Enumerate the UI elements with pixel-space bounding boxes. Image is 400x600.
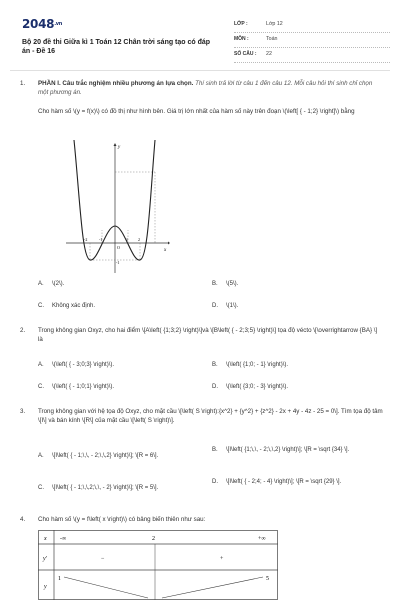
table-y-label: y <box>44 584 47 590</box>
header-divider <box>10 70 390 71</box>
option-text: \[I\left( {1;\,\, - 2;\,\,2} \right)\]; \[R = \sqrt {34} \]. <box>226 447 350 453</box>
option-c[interactable] <box>38 383 114 392</box>
question-stem: Trong không gian Oxyz, cho hai điểm \[A\left( {1;3;2} \right)\]và \[B\left( { - 2;3;5} \right)\] tọa độ vécto \[\overrightarrow {BA} \] là <box>38 327 378 343</box>
tick-label: -1 <box>99 237 103 242</box>
option-c[interactable] <box>38 484 208 493</box>
option-b[interactable] <box>212 280 238 289</box>
document-title: Bộ 20 đề thi Giữa kì 1 Toán 12 Chân trời sáng tạo có đáp án - Đề 16 <box>22 39 211 56</box>
x-axis-arrow <box>168 242 170 245</box>
option-letter: B. <box>212 447 218 453</box>
origin-label: O <box>117 245 120 250</box>
site-logo[interactable] <box>22 16 62 33</box>
option-text: Không xác định. <box>52 303 96 309</box>
option-letter: B. <box>212 362 218 368</box>
meta-row-subject <box>234 33 390 48</box>
y-axis-arrow <box>114 143 117 146</box>
meta-value: Toán <box>266 36 278 43</box>
question-stem: Cho hàm số \(y = f(x)\) có đồ thị như hình bên. Giá trị lớn nhất của hàm số này trên đoạn \(\left[ { - 1;2} \right]\) bằng <box>38 108 355 115</box>
question-number: 4. <box>20 516 26 523</box>
logo-text: 2048 <box>22 17 55 31</box>
question-2 <box>20 327 385 397</box>
option-text: \[I\left( { - 1;\,\,2;\,\, - 2} \right)\]; \[R = 5\]. <box>52 485 159 491</box>
part-heading: PHẦN I. Câu trắc nghiệm nhiều phương án lựa chọn. <box>38 80 194 87</box>
option-text: \(\left( { - 1;0;1} \right)\). <box>52 384 115 390</box>
meta-value: 22 <box>266 51 272 58</box>
option-letter: A. <box>38 281 44 287</box>
option-text: \(5\). <box>226 281 239 287</box>
tick-label: 1 <box>126 237 128 242</box>
option-d[interactable] <box>212 383 288 392</box>
option-text: \(1\). <box>226 303 239 309</box>
table-y-value: 1 <box>58 576 61 582</box>
option-c[interactable] <box>38 302 95 311</box>
option-text: \(\left( {1;0; - 1} \right)\). <box>226 362 289 368</box>
table-sign: + <box>220 556 224 562</box>
table-x-value: -∞ <box>60 536 67 542</box>
table-border <box>39 531 278 600</box>
meta-panel <box>234 18 390 63</box>
option-text: \(\left( { - 3;0;3} \right)\). <box>52 362 115 368</box>
option-letter: C. <box>38 485 44 491</box>
question-stem: Trong không gian với hệ tọa độ Oxyz, cho mặt cầu \[\left( S \right):{x^2} + {y^2} + {z^2} - 2x + 4y - 4z - 25 = 0\]. Tìm tọa độ tâm \[I\] và bán kính \[R\] của mặt cầu \[\left( S \right)\]. <box>38 408 383 424</box>
question-stem: Cho hàm số \(y = f\left( x \right)\) có bảng biến thiên như sau: <box>38 516 206 523</box>
tick-label: 2 <box>138 237 140 242</box>
logo-suffix: .vn <box>54 20 63 27</box>
option-a[interactable] <box>38 280 64 289</box>
table-y-value: 5 <box>266 576 269 582</box>
question-intro <box>38 80 383 98</box>
tick-label: -1 <box>116 260 120 265</box>
x-axis-label: x <box>164 248 167 253</box>
option-d[interactable] <box>212 478 372 487</box>
document-header <box>10 8 390 64</box>
meta-label: MÔN : <box>234 36 249 43</box>
tick-label: -2 <box>84 237 88 242</box>
meta-row-class <box>234 18 390 33</box>
meta-value: Lớp 12 <box>266 21 283 28</box>
decrease-arrow <box>64 577 148 598</box>
option-letter: D. <box>212 384 218 390</box>
option-text: \(\left( {3;0; - 3} \right)\). <box>226 384 289 390</box>
variation-table <box>38 530 278 600</box>
option-text: \(2\). <box>52 281 65 287</box>
option-b[interactable] <box>212 446 372 455</box>
option-letter: D. <box>212 479 218 485</box>
option-letter: C. <box>38 384 44 390</box>
part-instruction: Thí sinh trả lời từ câu 1 đến câu 12. Mỗi câu hỏi thí sinh chỉ chọn một phương án. <box>38 80 373 96</box>
option-a[interactable] <box>38 361 114 370</box>
option-letter: B. <box>212 281 218 287</box>
question-3 <box>20 408 385 503</box>
meta-row-count <box>234 48 390 63</box>
meta-label: LỚP : <box>234 21 248 28</box>
question-number: 2. <box>20 327 26 334</box>
increase-arrow <box>162 577 263 598</box>
table-x-value: 2 <box>152 536 155 542</box>
option-text: \[I\left( { - 2;4; - 4} \right)\]; \[R = \sqrt {29} \]. <box>226 479 342 485</box>
table-x-value: +∞ <box>258 536 266 542</box>
option-text: \[I\left( { - 1;\,\, - 2;\,\,2} \right)\]; \[R = 6\]. <box>52 453 159 459</box>
option-b[interactable] <box>212 361 288 370</box>
meta-label: SỐ CÂU : <box>234 51 257 58</box>
table-sign: − <box>101 556 105 562</box>
table-yprime-label: y' <box>43 556 47 562</box>
option-letter: C. <box>38 303 44 309</box>
table-x-label: x <box>44 536 47 542</box>
option-letter: D. <box>212 303 218 309</box>
option-d[interactable] <box>212 302 238 311</box>
question-1 <box>20 80 385 315</box>
y-axis-label: y <box>118 145 121 150</box>
option-letter: A. <box>38 453 44 459</box>
question-number: 1. <box>20 80 26 87</box>
option-a[interactable] <box>38 452 208 461</box>
option-letter: A. <box>38 362 44 368</box>
question-number: 3. <box>20 408 26 415</box>
function-curve <box>74 140 155 260</box>
function-graph <box>60 140 170 275</box>
